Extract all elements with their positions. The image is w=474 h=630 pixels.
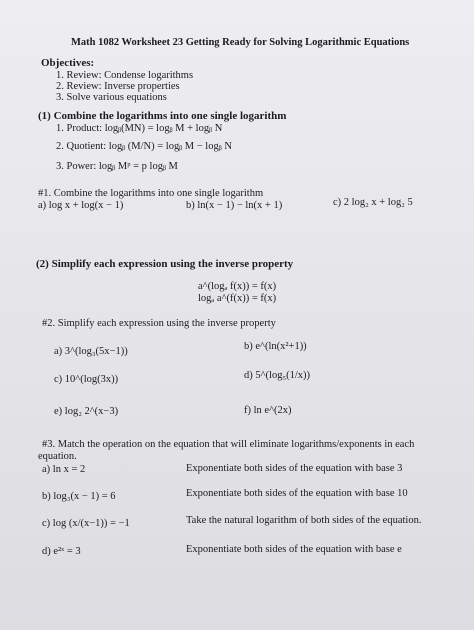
operation-option-2: Exponentiate both sides of the equation with base 10 [186,488,408,499]
exercise1-prompt: #1. Combine the logarithms into one single logarithm [38,188,264,199]
product-rule: 1. Product: logᵦ(MN) = logᵦ M + logᵦ N [56,123,223,134]
exercise2-c: c) 10^(log(3x)) [54,374,119,385]
section1-heading: (1) Combine the logarithms into one single logarithm [38,110,287,122]
objective-item: 3. Solve various equations [56,92,167,103]
equation-b: b) log₃(x − 1) = 6 [42,491,116,502]
exercise3-prompt-line2: equation. [38,451,77,462]
objective-item: 1. Review: Condense logarithms [56,70,194,81]
equation-a: a) ln x = 2 [42,464,86,475]
inverse-identity-1: a^(logₐ f(x)) = f(x) [198,281,277,292]
objective-item: 2. Review: Inverse properties [56,81,180,92]
equation-d: d) e²ˣ = 3 [42,546,81,557]
exercise2-a: a) 3^(log₃(5x−1)) [54,346,128,357]
operation-option-4: Exponentiate both sides of the equation with base e [186,544,402,555]
operation-option-1: Exponentiate both sides of the equation with base 3 [186,463,403,474]
exercise1-a: a) log x + log(x − 1) [38,200,124,211]
exercise1-b: b) ln(x − 1) − ln(x + 1) [186,200,283,211]
exercise2-prompt: #2. Simplify each expression using the inverse property [42,318,276,329]
objectives-heading: Objectives: [41,57,95,69]
section2-heading: (2) Simplify each expression using the inverse property [36,258,294,270]
worksheet-title: Math 1082 Worksheet 23 Getting Ready for Solving Logarithmic Equations [71,37,410,48]
exercise2-e: e) log₂ 2^(x−3) [54,406,119,417]
equation-c: c) log (x/(x−1)) = −1 [42,518,130,529]
exercise2-b: b) e^(ln(x²+1)) [244,341,307,352]
power-rule: 3. Power: logᵦ Mᵖ = p logᵦ M [56,161,178,172]
exercise3-prompt-line1: #3. Match the operation on the equation that will eliminate logarithms/exponents in each [42,439,415,450]
exercise2-f: f) ln e^(2x) [244,405,292,416]
exercise1-c: c) 2 log₂ x + log₂ 5 [333,197,413,208]
inverse-identity-2: logₐ a^(f(x)) = f(x) [198,293,277,304]
operation-option-3: Take the natural logarithm of both sides of the equation. [186,515,422,526]
exercise2-d: d) 5^(log₅(1/x)) [244,370,311,381]
quotient-rule: 2. Quotient: logᵦ (M/N) = logᵦ M − logᵦ N [56,141,232,152]
